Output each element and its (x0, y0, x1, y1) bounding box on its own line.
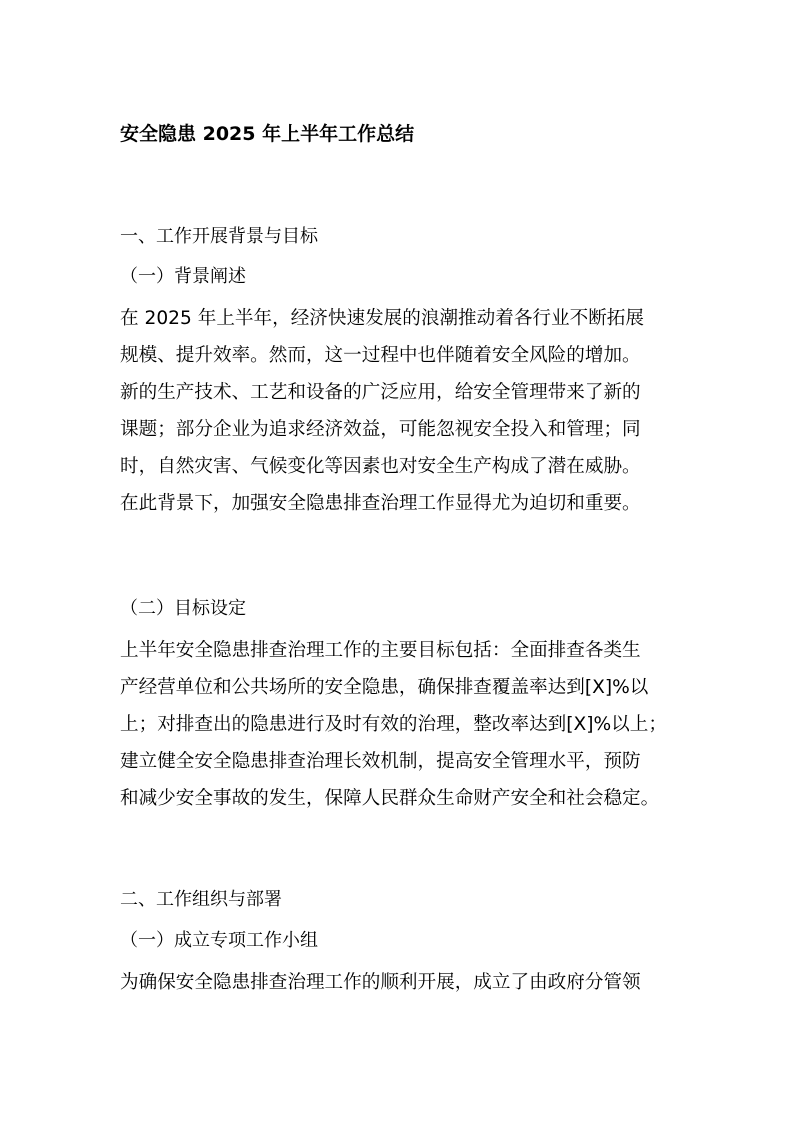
paragraph-line: 和减少安全事故的发生，保障人民群众生命财产安全和社会稳定。 (120, 788, 660, 809)
working-group-paragraph (120, 964, 680, 1001)
paragraph-line: 新的生产技术、工艺和设备的广泛应用，给安全管理带来了新的 (120, 382, 641, 403)
paragraph-line: 规模、提升效率。然而，这一过程中也伴随着安全风险的增加。 (120, 345, 641, 366)
section-1-1-heading: （一）背景阐述 (120, 266, 246, 287)
section-1-heading: 一、工作开展背景与目标 (120, 226, 318, 247)
paragraph-line: 在此背景下，加强安全隐患排查治理工作显得尤为迫切和重要。 (120, 493, 641, 514)
paragraph-line: 时，自然灾害、气候变化等因素也对安全生产构成了潜在威胁。 (120, 456, 641, 477)
section-2-1-heading: （一）成立专项工作小组 (120, 930, 318, 951)
paragraph-line: 建立健全安全隐患排查治理长效机制，提高安全管理水平，预防 (120, 751, 641, 772)
paragraph-line: 产经营单位和公共场所的安全隐患，确保排查覆盖率达到[X]%以 (120, 677, 649, 698)
paragraph-line: 课题；部分企业为追求经济效益，可能忽视安全投入和管理；同 (120, 419, 641, 440)
paragraph-line: 上；对排查出的隐患进行及时有效的治理，整改率达到[X]%以上； (120, 714, 667, 735)
goals-paragraph (120, 632, 680, 817)
section-2-heading: 二、工作组织与部署 (120, 889, 282, 910)
document-title: 安全隐患 2025 年上半年工作总结 (120, 123, 415, 145)
paragraph-line: 为确保安全隐患排查治理工作的顺利开展，成立了由政府分管领 (120, 972, 641, 993)
paragraph-line: 在 2025 年上半年，经济快速发展的浪潮推动着各行业不断拓展 (120, 308, 644, 329)
paragraph-line: 上半年安全隐患排查治理工作的主要目标包括：全面排查各类生 (120, 640, 641, 661)
background-paragraph (120, 300, 680, 522)
section-1-2-heading: （二）目标设定 (120, 598, 246, 619)
